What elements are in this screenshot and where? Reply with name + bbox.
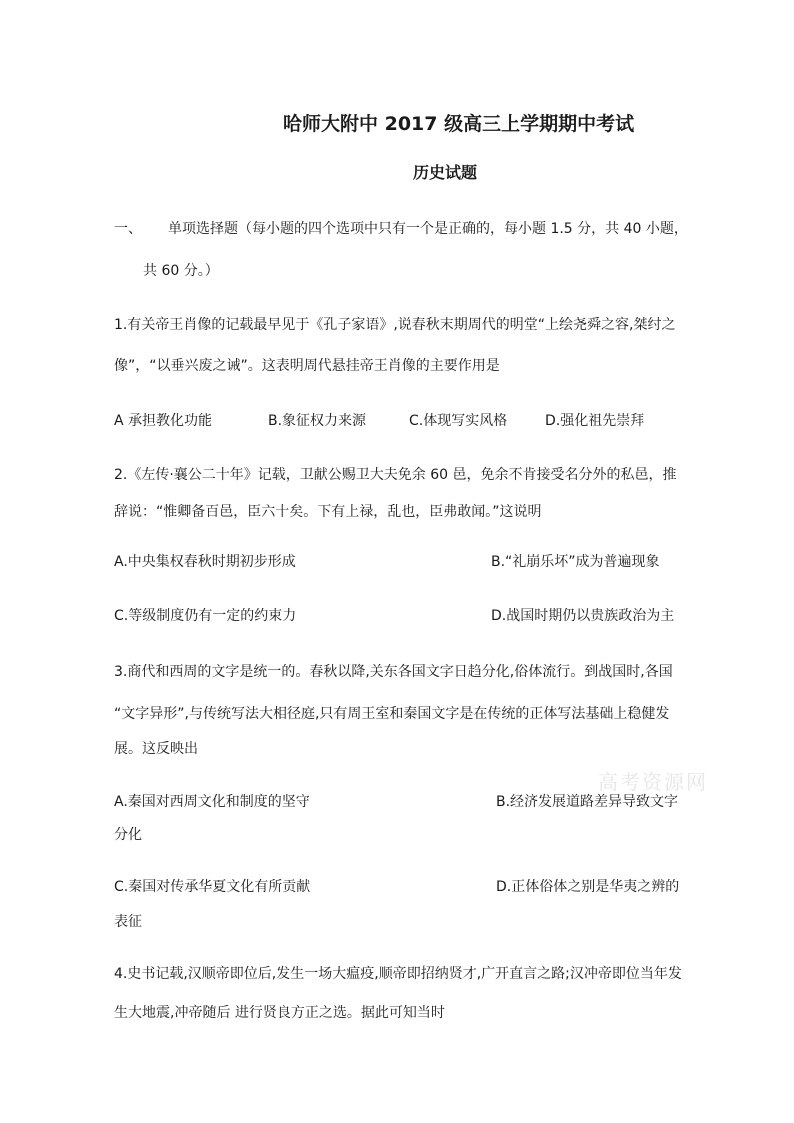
section-heading-cont: 共 60 分。）: [143, 263, 219, 279]
q2-stem-cont: 辞说：“惟卿备百邑，臣六十矣。下有上禄，乱也，臣弗敢闻。”这说明: [114, 504, 542, 520]
watermark: 高考资源网: [598, 770, 708, 794]
q1-option-a: A 承担教化功能: [114, 413, 213, 429]
q3-stem-cont2: 展。这反映出: [114, 741, 198, 757]
q1-stem: 1.有关帝王肖像的记载最早见于《孔子家语》,说春秋末期周代的明堂“上绘尧舜之容,桀纣之: [114, 317, 676, 333]
q4-stem-cont: 生大地震,冲帝随后 进行贤良方正之选。据此可知当时: [114, 1005, 445, 1021]
q3-stem-cont: “文字异形”,与传统写法大相径庭,只有周王室和秦国文字是在传统的正体写法基础上稳健发: [114, 706, 670, 722]
q3-option-d-cont: 表征: [114, 914, 142, 930]
q1-option-c: C.体现写实风格: [409, 413, 508, 429]
q3-option-a: A.秦国对西周文化和制度的坚守: [114, 794, 310, 810]
q3-option-b-cont: 分化: [114, 827, 142, 843]
q1-option-d: D.强化祖先崇拜: [545, 413, 645, 429]
q3-stem: 3.商代和西周的文字是统一的。春秋以降,关东各国文字日趋分化,俗体流行。到战国时,各国: [114, 664, 673, 680]
q3-option-d: D.正体俗体之别是华夷之辨的: [496, 879, 680, 895]
q2-option-b: B.“礼崩乐坏”成为普遍现象: [491, 554, 660, 570]
q2-stem: 2.《左传·襄公二十年》记载，卫献公赐卫大夫免余 60 邑，免余不肯接受名分外的私邑，推: [114, 467, 677, 483]
exam-subtitle: 历史试题: [413, 163, 478, 182]
q2-option-c: C.等级制度仍有一定的约束力: [114, 608, 297, 624]
q1-option-b: B.象征权力来源: [268, 413, 367, 429]
section-heading: 单项选择题（每小题的四个选项中只有一个是正确的，每小题 1.5 分，共 40 小题，: [168, 221, 688, 237]
q3-option-b: B.经济发展道路差异导致文字: [496, 794, 679, 810]
q4-stem: 4.史书记载,汉顺帝即位后,发生一场大瘟疫,顺帝即招纳贤才,广开直言之路;汉冲帝即位当年发: [114, 966, 682, 982]
q2-option-d: D.战国时期仍以贵族政治为主: [491, 608, 675, 624]
q2-option-a: A.中央集权春秋时期初步形成: [114, 554, 296, 570]
section-number: 一、: [114, 221, 142, 237]
exam-title: 哈师大附中 2017 级高三上学期期中考试: [283, 113, 635, 135]
q1-stem-cont: 像”，“以垂兴废之诫”。这表明周代悬挂帝王肖像的主要作用是: [114, 358, 500, 374]
q3-option-c: C.秦国对传承华夏文化有所贡献: [114, 879, 311, 895]
